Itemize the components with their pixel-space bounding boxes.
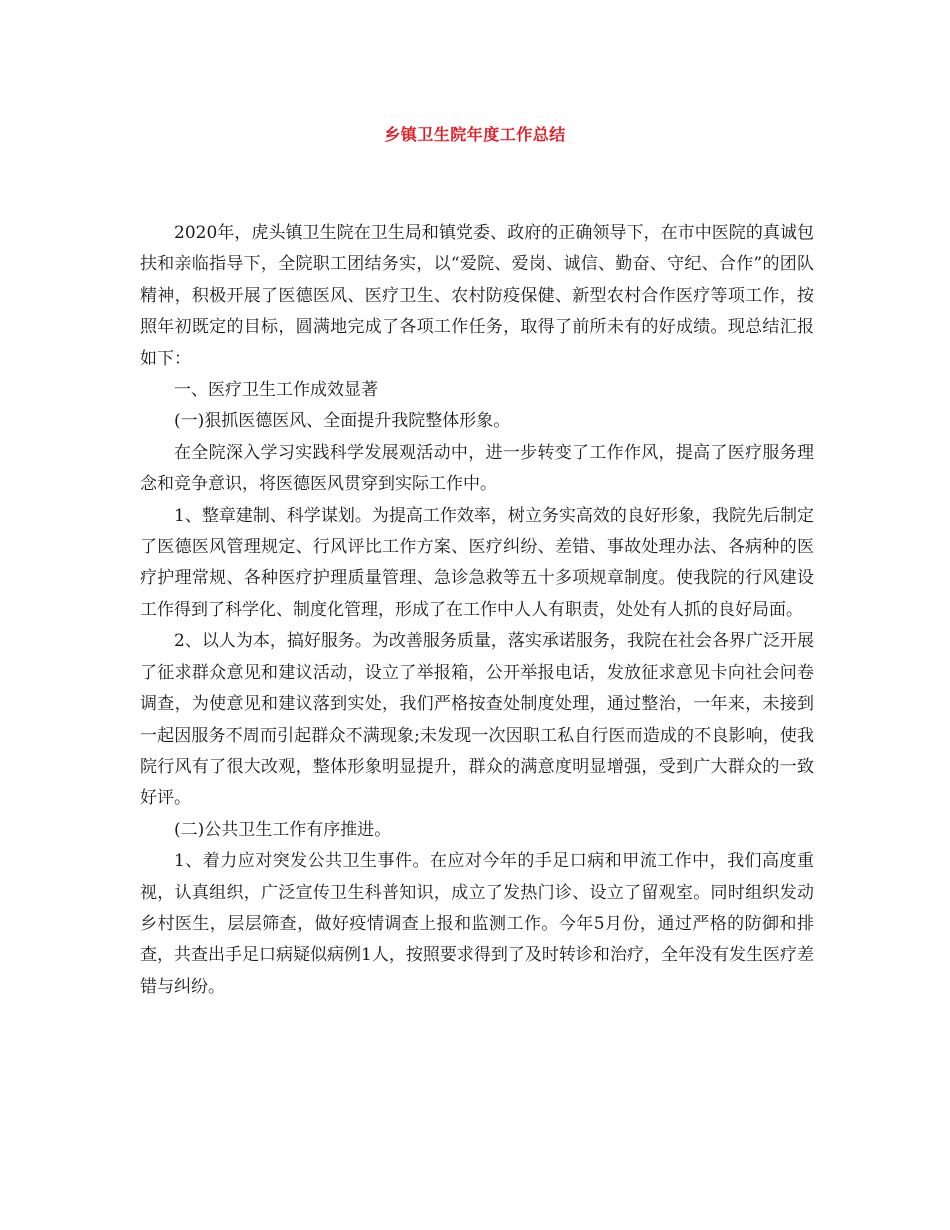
subheading-1: (一)狠抓医德医风、全面提升我院整体形象。 bbox=[174, 411, 511, 432]
subheading-2: (二)公共卫生工作有序推进。 bbox=[174, 819, 392, 840]
paragraph-intro: 2020年，虎头镇卫生院在卫生局和镇党委、政府的正确领导下，在市中医院的真诚包扶和亲临指导下，全院职工团结务实，以“爱院、爱岗、诚信、勤奋、守纪、合作”的团队精神，积极开展了医德医风、医疗卫生、农村防疫保健、新型农村合作医疗等项工作，按照年初既定的目标，圆满地完成了各项工作任务，取得了前所未有的好成绩。现总结汇报如下： bbox=[140, 223, 814, 369]
document-title: 乡镇卫生院年度工作总结 bbox=[384, 125, 566, 144]
paragraph: 1、着力应对突发公共卫生事件。在应对今年的手足口病和甲流工作中，我们高度重视，认真组织，广泛宣传卫生科普知识，成立了发热门诊、设立了留观室。同时组织发动乡村医生，层层筛查，做好疫情调查上报和监测工作。今年5月份，通过严格的防御和排查，共查出手足口病疑似病例1人，按照要求得到了及时转诊和治疗，全年没有发生医疗差错与纠纷。 bbox=[140, 851, 814, 997]
document-body bbox=[140, 218, 814, 1003]
heading-section-1: 一、医疗卫生工作成效显著 bbox=[174, 380, 378, 401]
paragraph: 2、以人为本，搞好服务。为改善服务质量，落实承诺服务，我院在社会各界广泛开展了征求群众意见和建议活动，设立了举报箱，公开举报电话，发放征求意见卡向社会问卷调查，为使意见和建议落到实处，我们严格按查处制度处理，通过整治，一年来，未接到一起因服务不周而引起群众不满现象;未发现一次因职工私自行医而造成的不良影响，使我院行风有了很大改观，整体形象明显提升，群众的满意度明显增强，受到广大群众的一致好评。 bbox=[140, 631, 814, 809]
paragraph: 在全院深入学习实践科学发展观活动中，进一步转变了工作作风，提高了医疗服务理念和竞争意识，将医德医风贯穿到实际工作中。 bbox=[140, 442, 814, 495]
paragraph: 1、整章建制、科学谋划。为提高工作效率，树立务实高效的良好形象，我院先后制定了医德医风管理规定、行风评比工作方案、医疗纠纷、差错、事故处理办法、各病种的医疗护理常规、各种医疗护理质量管理、急诊急救等五十多项规章制度。使我院的行风建设工作得到了科学化、制度化管理，形成了在工作中人人有职责，处处有人抓的良好局面。 bbox=[140, 505, 814, 620]
